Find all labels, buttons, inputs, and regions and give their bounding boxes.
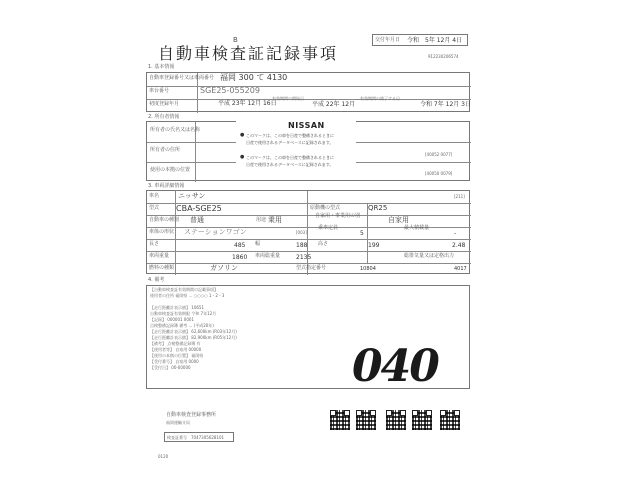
- qr-code-5: [440, 410, 460, 430]
- section1-heading: 1. 基本情報: [148, 64, 175, 70]
- remark-line: 【走行距離計表示値】 62,600km (R03年12月): [150, 329, 237, 334]
- qr-code-1: [330, 410, 350, 430]
- capacity-value: -: [454, 230, 457, 237]
- weight-value: 1860: [232, 254, 248, 261]
- remark-line: 【走行距離計表示値】 82,900km (R05年12月): [150, 335, 237, 340]
- engine-label: 原動機の型式: [310, 205, 341, 211]
- notice-1-line-1: このマークは、この車を日産で整備されるときに: [246, 133, 334, 138]
- expiry-value: 令和 7年 12月 3日: [420, 101, 471, 108]
- use-value: 自家用: [388, 216, 409, 224]
- reg-no-label: 自動車登録番号又は車両番号: [149, 75, 215, 81]
- first-reg-value: 平成 23年 12月 16日: [218, 100, 277, 107]
- remark-line: 使用者の住所 福岡県 ... ○○○○ 1 - 2 - 3: [150, 293, 225, 298]
- section3-heading: 3. 車両詳細情報: [148, 183, 185, 189]
- remark-line: 【使用の本拠の位置】 福岡県: [150, 353, 204, 358]
- category-value: 普通: [190, 216, 204, 224]
- maker-value: ニッサン: [178, 192, 206, 200]
- width-value: 188: [296, 242, 308, 249]
- remark-line: 【備考】 点検整備記録簿 有: [150, 341, 201, 346]
- issue-date-label: 交付年月日: [375, 37, 401, 43]
- remark-line: 【走行距離計表示値】 10651: [150, 305, 204, 310]
- notice-bullet-2: ●: [240, 154, 245, 160]
- owner-addr-label: 所有者の住所: [150, 147, 181, 153]
- height-label: 高さ: [318, 241, 329, 247]
- seating-label: 乗車定員: [318, 225, 339, 231]
- fuel-label: 燃料の種類: [149, 265, 175, 271]
- issue-date-box: [372, 34, 468, 46]
- section2-heading: 2. 所有者情報: [148, 114, 180, 120]
- length-value: 485: [234, 242, 246, 249]
- owner-name-label: 所有者の氏名又は名称: [150, 127, 201, 133]
- fuel-code: 10804: [360, 266, 376, 272]
- engine-value: QR25: [368, 204, 388, 212]
- issue-era: 令和: [407, 37, 420, 44]
- notice-1-line-2: 日産で使用されるデータベースに記録されます。: [246, 140, 334, 145]
- fuel-value: ガソリン: [210, 264, 238, 272]
- body-code: [003]: [296, 230, 307, 235]
- height-value: 199: [368, 242, 380, 249]
- model-cat-label: 型式指定番号: [296, 265, 327, 271]
- body-value: ステーションワゴン: [184, 228, 247, 236]
- displacement-value: 2.48: [452, 242, 466, 249]
- nissan-logo: NISSAN: [288, 121, 325, 130]
- expiry-label: 有効期間の満了する日: [360, 96, 400, 101]
- valid-from-value: 平成 22年 12月: [312, 101, 356, 108]
- chassis-value: SGE25-055209: [200, 86, 260, 95]
- qr-code-4: [412, 410, 432, 430]
- code-label: 検査証番号: [167, 435, 187, 440]
- nissan-sticker: [236, 118, 356, 178]
- total-weight-label: 車両総重量: [255, 253, 281, 259]
- model-label: 型式: [149, 205, 160, 211]
- notice-bullet-1: ●: [240, 132, 245, 138]
- category-label: 自動車の種別: [149, 217, 180, 223]
- remark-line: 【受付日】 00-00000: [150, 365, 191, 370]
- first-reg-label: 初度登録年月: [149, 101, 180, 107]
- purpose-label: 用途: [256, 217, 267, 223]
- weight-label: 車両重量: [149, 253, 170, 259]
- body-label: 車体の形状: [149, 229, 175, 235]
- seating-value: 5: [360, 230, 364, 237]
- notice-2-line-2: 日産で使用されるデータベースに記録されます。: [246, 162, 334, 167]
- reg-no-value: 福岡 300 て 4130: [220, 73, 288, 82]
- model-value: CBA-SGE25: [176, 204, 222, 213]
- issue-date: 5年 12月 4日: [425, 37, 463, 44]
- remark-line: 【使用者等】 自家用 00000: [150, 347, 202, 352]
- use-label: 自家用・事業用の別: [315, 213, 361, 219]
- notice-2-line-1: このマークは、この車を日産で整備されるときに: [246, 155, 334, 160]
- handwritten-number: 040: [352, 341, 438, 392]
- page-title: 自動車検査証記録事項: [158, 44, 339, 63]
- qr-code-3: [386, 410, 406, 430]
- code-box: [164, 432, 234, 442]
- remark-line: 【受付番号】 自家用 0000: [150, 359, 199, 364]
- section4-heading: 4. 備考: [148, 277, 165, 283]
- maker-code: [211]: [454, 194, 465, 199]
- total-weight-value: 2135: [296, 254, 312, 261]
- chassis-label: 車台番号: [149, 88, 170, 94]
- displacement-label: 総排気量又は定格出力: [404, 253, 455, 259]
- width-label: 幅: [255, 241, 261, 247]
- page-number: 0120: [158, 454, 169, 459]
- qr-code-2: [356, 410, 376, 430]
- purpose-value: 乗用: [268, 216, 282, 224]
- maker-label: 車名: [149, 193, 160, 199]
- valid-from-label: 有効期間の開始日: [272, 96, 304, 101]
- length-label: 長さ: [149, 241, 160, 247]
- code-value: 7047305628101: [191, 435, 225, 440]
- capacity-label: 最大積載量: [404, 225, 430, 231]
- remark-line: 点検整備記録簿 備考 ... (平成20年): [150, 323, 214, 328]
- remark-line: 【自動車検査証有効期間の記載事項】: [150, 287, 218, 292]
- remark-line: 【記録】 000001 0001: [150, 317, 194, 322]
- office-value: 福岡運輸支局: [166, 420, 190, 425]
- user-addr-label: 使用の本拠の位置: [150, 167, 191, 173]
- remark-line: 自動車検査証有効期限 令和 7年12月: [150, 311, 217, 316]
- section-mark: B: [233, 36, 238, 44]
- owner-code-1: [40052 0077]: [425, 152, 453, 157]
- owner-code-2: [40050 0079]: [425, 171, 453, 176]
- office-label: 自動車検査登録事務所: [166, 412, 217, 418]
- document-code: 912230206574: [428, 54, 459, 59]
- model-cat-value: 4017: [454, 266, 467, 272]
